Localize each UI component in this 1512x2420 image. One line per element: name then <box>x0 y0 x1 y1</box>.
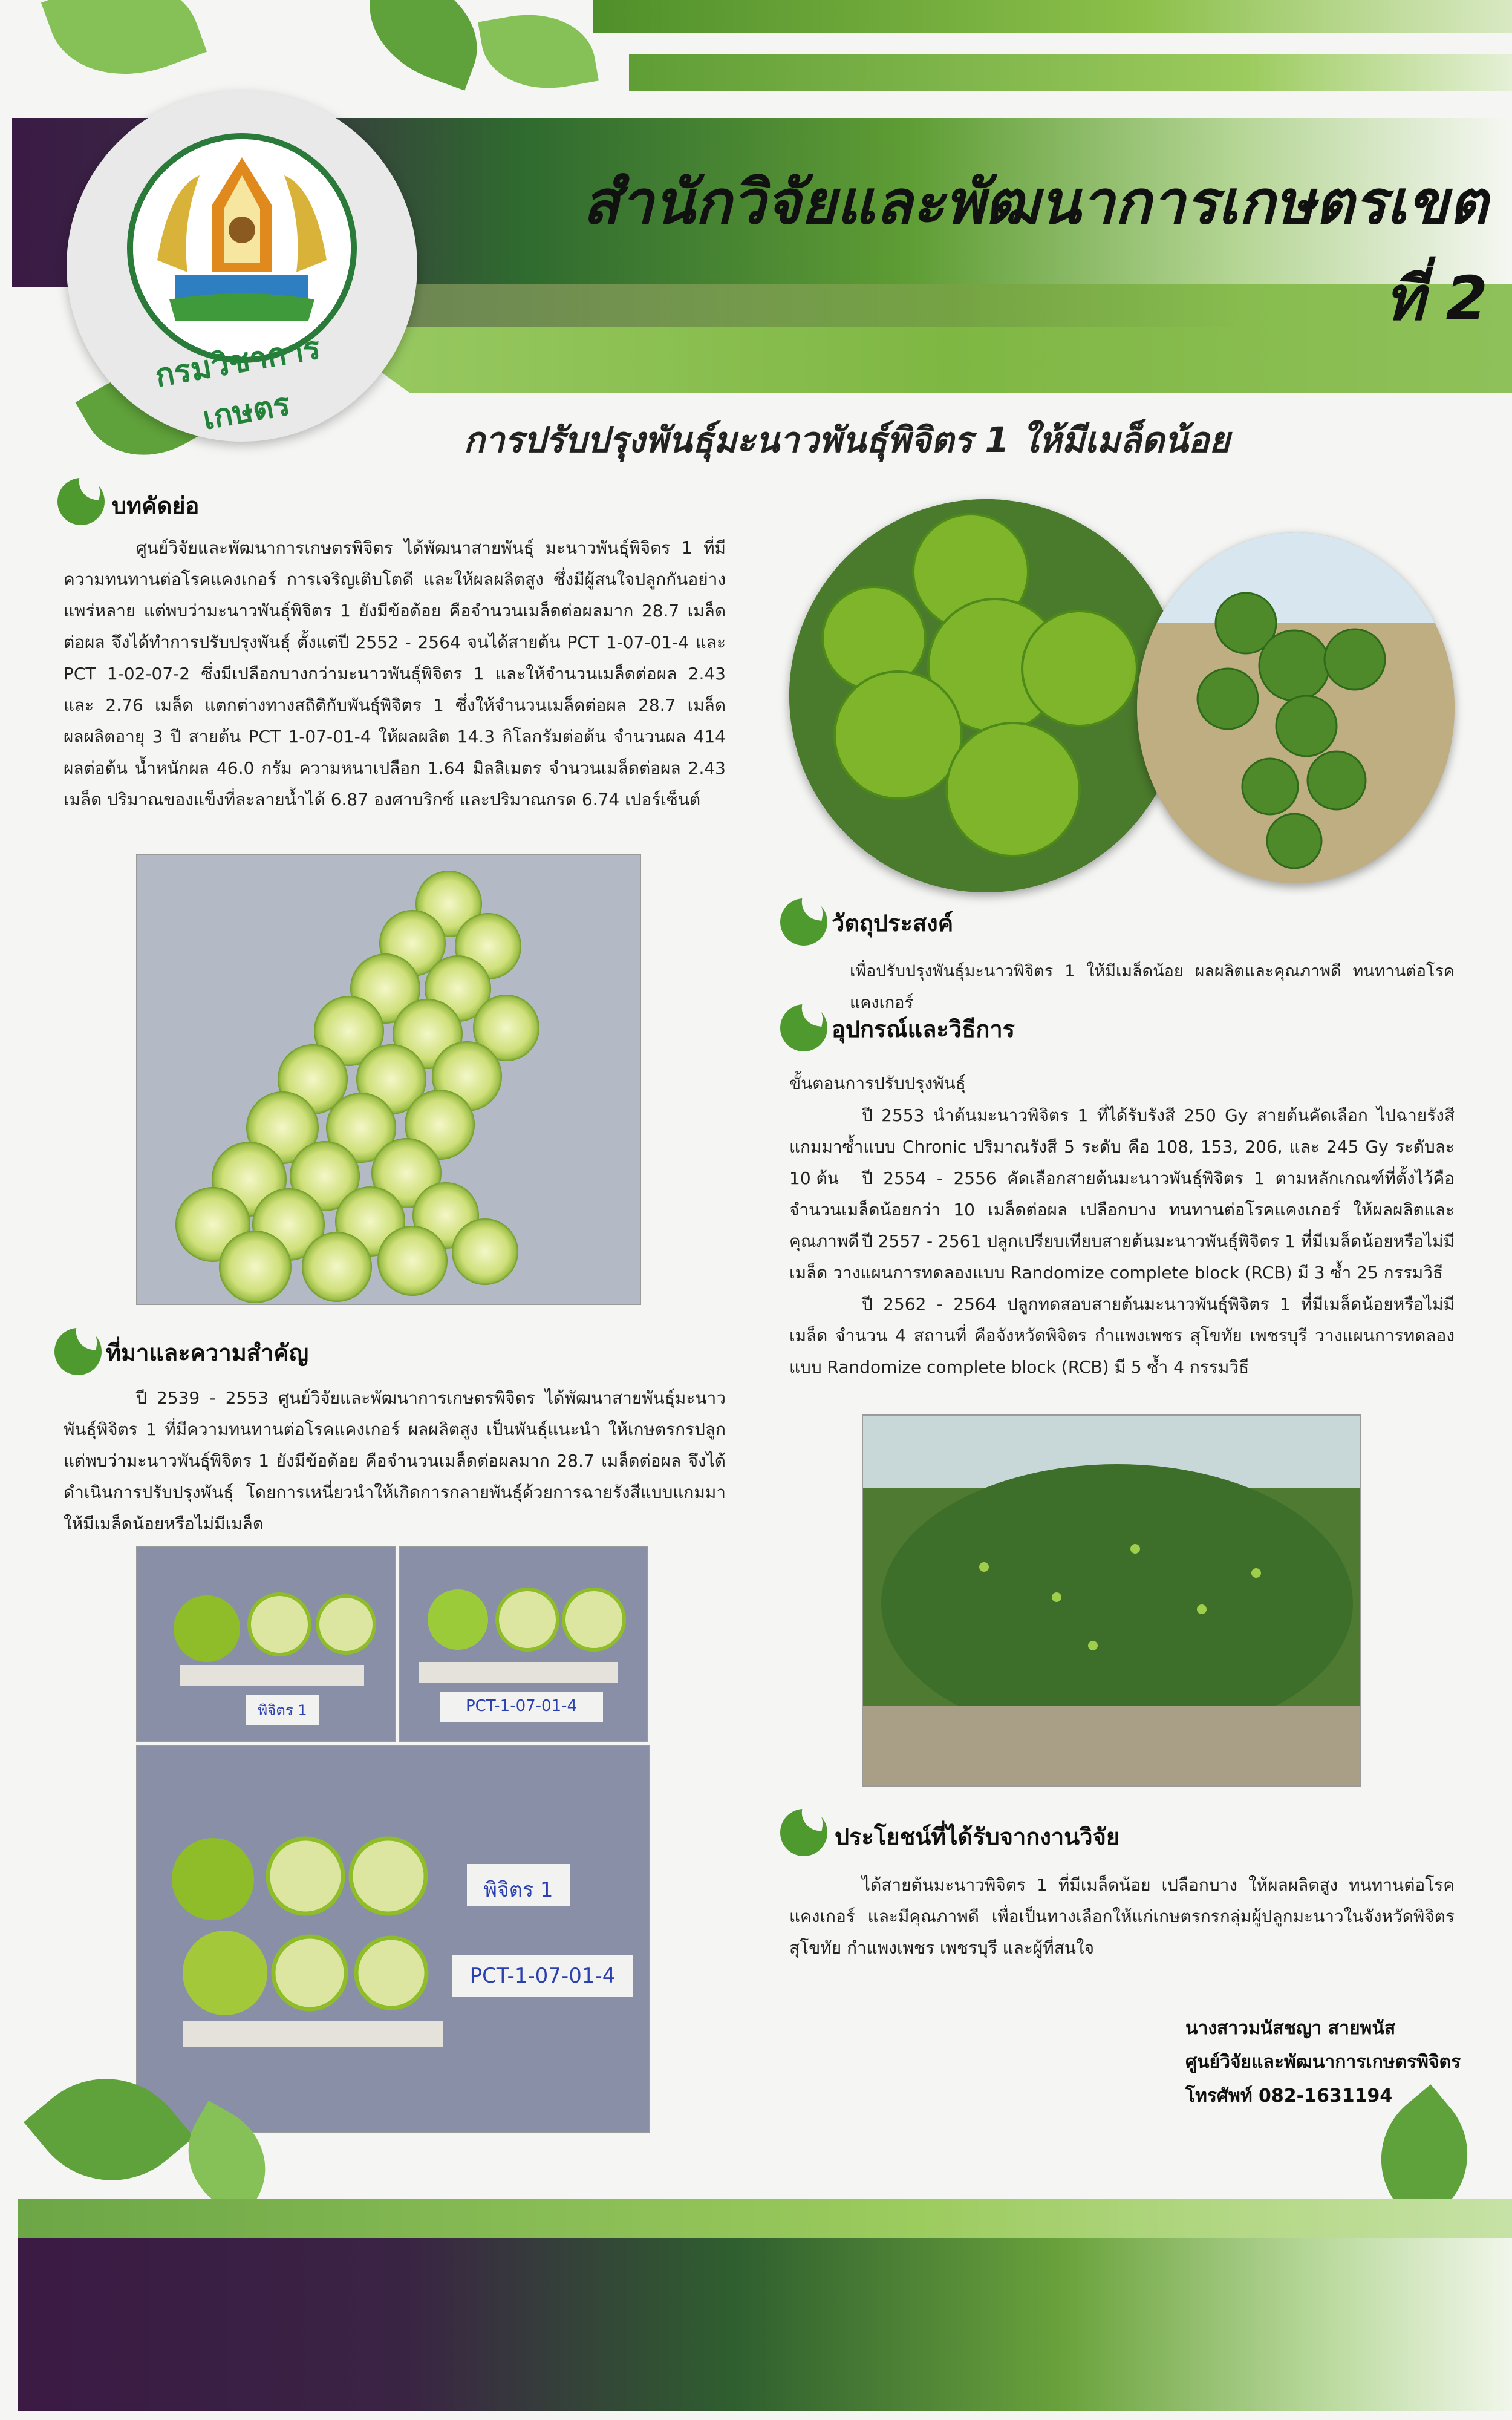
logo-text: กรมวิชาการเกษตร <box>152 330 324 437</box>
header-stripe <box>629 54 1512 91</box>
section-leaf-icon <box>780 1809 827 1856</box>
contact-phone: โทรศัพท์ 082-1631194 <box>1185 2085 1393 2107</box>
benefits-heading: ประโยชน์ที่ได้รับจากงานวิจัย <box>835 1823 1120 1850</box>
footer-band <box>18 2238 1512 2411</box>
contact-org: ศูนย์วิจัยและพัฒนาการเกษตรพิจิตร <box>1185 2052 1461 2073</box>
benefits-text: ได้สายต้นมะนาวพิจิตร 1 ที่มีเมล็ดน้อย เปลือกบาง ให้ผลผลิตสูง ทนทานต่อโรคแคงเกอร์ และมีคุณภาพดี เพื่อเป็นทางเลือกให้แก่เกษตรกรกลุ่มผู้ปลูกมะนาวในจังหวัดพิจิตร สุโขทัย กำแพงเพชร เพชรบุรี และผู้ที่สนใจ <box>789 1875 1455 1958</box>
background-heading: ที่มาและความสำคัญ <box>106 1339 309 1366</box>
decor-leaf <box>478 3 599 99</box>
header-stripe <box>593 0 1512 33</box>
poster-title: การปรับปรุงพันธุ์มะนาวพันธุ์พิจิตร 1 ให้มีเมล็ดน้อย <box>463 419 1230 460</box>
fruit-photo-compare <box>136 1745 650 2133</box>
objective-heading: วัตถุประสงค์ <box>832 910 954 937</box>
photo-label: พิจิตร 1 <box>483 1878 553 1902</box>
background-text: ปี 2539 - 2553 ศูนย์วิจัยและพัฒนาการเกษตรพิจิตร ได้พัฒนาสายพันธุ์มะนาวพันธุ์พิจิตร 1 ที่มีความทนทานต่อโรคแคงเกอร์ ผลผลิตสูง เป็นพันธุ์แนะนำ ให้เกษตรกรปลูก แต่พบว่ามะนาวพันธุ์พิจิตร 1 ยังมีข้อด้อย คือจำนวนเมล็ดต่อผลมาก 28.7 เมล็ดต่อผล จึงได้ดำเนินการปรับปรุงพันธุ์ โดยการเหนี่ยวนำให้เกิดการกลายพันธุ์ด้วยการฉายรังสีแบบแกมมา ให้มีเมล็ดน้อยหรือไม่มีเมล็ด <box>64 1388 726 1534</box>
section-leaf-icon <box>780 1004 827 1051</box>
objective-text: เพื่อปรับปรุงพันธุ์มะนาวพิจิตร 1 ให้มีเมล็ดน้อย ผลผลิตและคุณภาพดี ทนทานต่อโรคแคงเกอร์ <box>850 962 1455 1012</box>
section-leaf-icon <box>57 478 105 525</box>
photo-label: PCT-1-07-01-4 <box>465 1697 578 1715</box>
limes-on-tree-photo-left <box>789 499 1182 892</box>
fruit-photo-pct <box>399 1546 648 1742</box>
section-leaf-icon <box>54 1328 102 1375</box>
footer-stripe <box>18 2199 1512 2238</box>
lime-tree-field-photo <box>862 1414 1361 1787</box>
decor-leaf <box>41 0 207 99</box>
abstract-text: ศูนย์วิจัยและพัฒนาการเกษตรพิจิตร ได้พัฒนาสายพันธุ์ มะนาวพันธุ์พิจิตร 1 ที่มีความทนทานต่อโรคแคงเกอร์ การเจริญเติบโตดี และให้ผลผลิตสูง ซึ่งมีผู้สนใจปลูกกันอย่างแพร่หลาย แต่พบว่ามะนาวพันธุ์พิจิตร 1 ยังมีข้อด้อย คือจำนวนเมล็ดต่อผลมาก 28.7 เมล็ดต่อผล จึงได้ทำการปรับปรุงพันธุ์ ตั้งแต่ปี 2552 - 2564 จนได้สายต้น PCT 1-07-01-4 และ PCT 1-02-07-2 ซึ่งมีเปลือกบางกว่ามะนาวพันธุ์พิจิตร 1 และให้จำนวนเมล็ดต่อผล 2.43 และ 2.76 เมล็ด แตกต่างทางสถิติกับพันธุ์พิจิตร 1 ซึ่งให้จำนวนเมล็ดต่อผล 28.7 เมล็ด ผลผลิตอายุ 3 ปี สายต้น PCT 1-07-01-4 ให้ผลผลิต 14.3 กิโลกรัมต่อต้น จำนวนผล 414 ผลต่อต้น น้ำหนักผล 46.0 กรัม ความหนาเปลือก 1.64 มิลลิเมตร จำนวนเมล็ดต่อผล 2.43 เมล็ด ปริมาณของแข็งที่ละลายน้ำได้ 6.87 องศาบริกซ์ และปริมาณกรด 6.74 เปอร์เซ็นต์ <box>64 538 726 809</box>
methods-heading: อุปกรณ์และวิธีการ <box>832 1016 1015 1042</box>
methods-step: ปี 2553 นำต้นมะนาวพิจิตร 1 ที่ได้รับรังสี 250 Gy สายต้นคัดเลือก ไปฉายรังสีแกมมาซ้ำแบบ Chronic ปริมาณรังสี 5 ระดับ คือ 108, 153, 206, และ 245 Gy ระดับละ 10 ต้น <box>789 1105 1455 1188</box>
methods-subheading: ขั้นตอนการปรับปรุงพันธุ์ <box>789 1073 966 1093</box>
photo-label: PCT-1-07-01-4 <box>469 1964 616 1988</box>
limes-on-tree-photo-right <box>1137 532 1455 883</box>
methods-step: ปี 2554 - 2556 คัดเลือกสายต้นมะนาวพันธุ์พิจิตร 1 ตามหลักเกณฑ์ที่ตั้งไว้คือ จำนวนเมล็ดน้อยกว่า 10 เมล็ดต่อผล เปลือกบาง ทนทานต่อโรคแคงเกอร์ ให้ผลผลิตและคุณภาพดี <box>789 1168 1455 1251</box>
fruit-photo-pichit1 <box>136 1546 396 1742</box>
lime-slices-image <box>137 855 640 1304</box>
section-leaf-icon <box>780 898 827 946</box>
decor-leaf <box>351 0 495 91</box>
photo-label: พิจิตร 1 <box>258 1702 307 1719</box>
methods-step: ปี 2562 - 2564 ปลูกทดสอบสายต้นมะนาวพันธุ์พิจิตร 1 ที่มีเมล็ดน้อยหรือไม่มีเมล็ด จำนวน 4 สถานที่ คือจังหวัดพิจิตร กำแพงเพชร สุโขทัย เพชรบุรี วางแผนการทดลองแบบ Randomize complete block (RCB) มี 5 ซ้ำ 4 กรรมวิธี <box>789 1294 1455 1377</box>
methods-step: ปี 2557 - 2561 ปลูกเปรียบเทียบสายต้นมะนาวพันธุ์พิจิตร 1 ที่มีเมล็ดน้อยหรือไม่มีเมล็ด วางแผนการทดลองแบบ Randomize complete block (RCB) มี 3 ซ้ำ 25 กรรมวิธี <box>789 1231 1455 1283</box>
sliced-limes-photo <box>136 854 641 1305</box>
agency-title: สำนักวิจัยและพัฒนาการเกษตรเขตที่ 2 <box>582 167 1488 334</box>
abstract-heading: บทคัดย่อ <box>112 492 200 519</box>
contact-name: นางสาวมนัสชญา สายพนัส <box>1185 2018 1396 2039</box>
